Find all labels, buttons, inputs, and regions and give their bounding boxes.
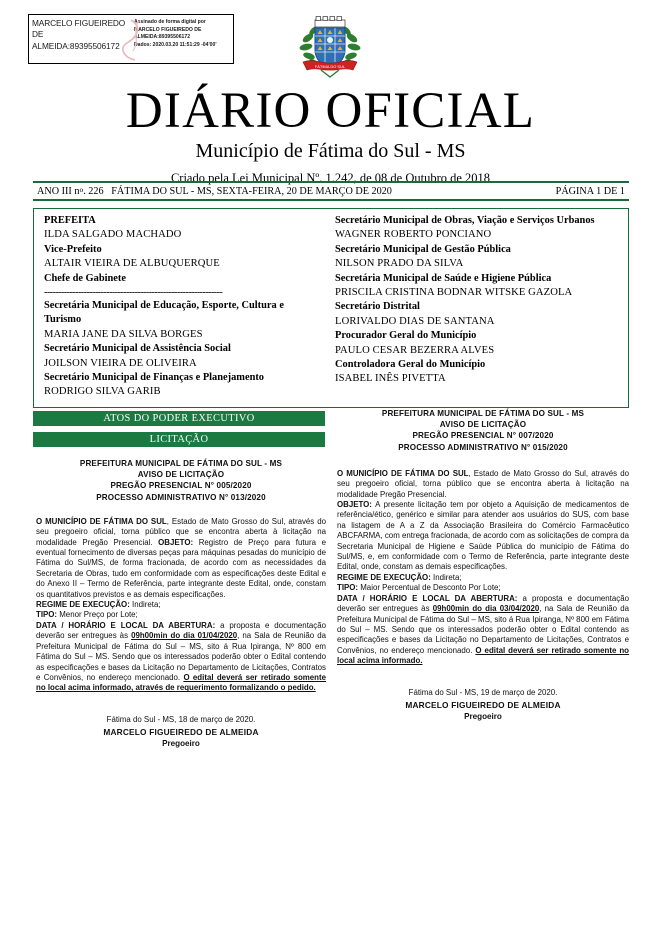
section-banner-bidding: LICITAÇÃO [33,432,325,447]
signature-meta-line-4: Dados: 2020.03.20 11:51:29 -04'00' [134,41,217,48]
notice-right-intro-rest: , Estado de Mato Grosso do Sul, através do seu pregoeiro oficial, torna público que se encontra aberta à licitação na modalidade Pregão Presencial. [337,468,629,499]
notice-left-heading-line-3: PREGÃO PRESENCIAL N° 005/2020 [110,481,252,491]
notice-right-intro-bold: O MUNICÍPIO DE FÁTIMA DO SUL [337,468,469,478]
signature-meta-line-2: MARCELO FIGUEIREDO DE [134,26,202,33]
official-role-right-2: Secretário Municipal de Gestão Pública [335,243,511,255]
notice-right-tipo-text: Maior Percentual de Desconto Por Lote; [358,583,501,593]
page-number: PÁGINA 1 DE 1 [555,185,625,197]
notice-left-tipo-text: Menor Preço por Lote; [57,610,138,620]
notice-left-data [36,621,326,694]
signature-meta-line-3: ALMEIDA:89395506172 [134,34,191,41]
masthead-law-reference: Criado pela Lei Municipal Nº. 1.242, de 08 de Outubro de 2018 [170,171,491,185]
official-name-right-11: ISABEL INÊS PIVETTA [335,373,446,385]
masthead [0,84,661,186]
notice-right-heading-line-3: PREGÃO PRESENCIAL N° 007/2020 [412,431,554,441]
notice-left-regime [36,600,326,610]
issue-place-date: FÁTIMA DO SUL - MS, SEXTA-FEIRA, 20 DE MARÇO DE 2020 [111,186,392,197]
notice-left-data-text-1: a proposta e documentação deverão ser entregues às [36,620,326,641]
notice-right-tipo [337,583,629,593]
digital-signature-box [28,14,234,64]
notice-right-objeto [337,500,629,573]
notice-right-data-label: DATA / HORÁRIO E LOCAL DA ABERTURA: [337,593,518,603]
official-role-left-0: PREFEITA [44,215,96,226]
bidding-notice-007 [337,408,629,723]
issue-info-bar [33,181,629,201]
notice-right-regime-label: REGIME DE EXECUÇÃO: [337,572,431,582]
notice-right-body [337,469,629,667]
notice-left-regime-text: Indireta; [129,600,161,610]
notice-right-data-text-2: , na Sala de Reunião da Prefeitura Municipal de Fátima do Sul – MS, sito á Rua Ipiranga, Nº 800 em Fátima do Sul – MS. Sendo que os interessados poderão obter o Edital contendo as especificações e bases da Licitação no Departamento de Licitações, Contratos e Convênios, no endereço mencionado. [337,604,629,655]
notice-right-signoff-role: Pregoeiro [464,711,502,721]
official-role-left-4: Chefe de Gabinete [44,272,126,284]
official-name-left-3: ALTAIR VIEIRA DE ALBUQUERQUE [44,258,220,270]
official-name-left-9: JOILSON VIEIRA DE OLIVEIRA [44,357,197,369]
notice-left-intro-bold: O MUNICÍPIO DE FÁTIMA DO SUL [36,516,167,526]
official-role-left-8: Secretário Municipal de Assistência Social [44,343,231,355]
notice-left-intro-rest: , Estado de Mato Grosso do Sul, através do seu pregoeiro oficial, torna público que se encontra aberta à licitação na modalidade Pregão Presencial. [36,516,326,547]
notice-left-tipo-label: TIPO: [36,610,58,620]
notice-left-data-text-2: , na Sala de Reunião da Prefeitura Municipal de Fátima do Sul – MS, sito á Rua Ipiranga, Nº 800 em Fátima do Sul – MS. Sendo que os interessados poderão obter o Edital contendo as especificações e bases da Licitação no Departamento de Licitações, Contratos e Convênios, no endereço mencionado. [36,631,326,682]
signature-metadata [132,15,233,63]
official-name-right-7: LORIVALDO DIAS DE SANTANA [335,315,495,327]
notice-right-heading-line-2: AVISO DE LICITAÇÃO [439,420,527,430]
page-title: DIÁRIO OFICIAL [125,83,536,139]
notice-left-data-label: DATA / HORÁRIO E LOCAL DA ABERTURA: [36,620,216,630]
notice-right-paragraph [337,469,629,500]
official-name-left-11: RODRIGO SILVA GARIB [44,386,161,398]
bidding-notice-005 [36,458,326,750]
official-role-left-10: Secretário Municipal de Finanças e Planejamento [44,372,265,384]
official-name-left-1: ILDA SALGADO MACHADO [44,229,182,241]
issue-ordinal-mark: o [79,185,84,194]
notice-left-heading-line-4: PROCESSO ADMINISTRATIVO N° 013/2020 [96,492,266,502]
notice-right-objeto-label: OBJETO: [337,500,372,510]
notice-left-heading-line-2: AVISO DE LICITAÇÃO [137,470,225,480]
official-role-left-2: Vice-Prefeito [44,243,102,255]
notice-right-signoff [337,687,629,723]
notice-left-final-note: O edital deverá ser retirado somente no local acima informado, através de requerimento formalizando o pedido. [36,672,326,693]
official-name-right-3: NILSON PRADO DA SILVA [335,258,464,270]
official-name-right-5: PRISCILA CRISTINA BODNAR WITSKE GAZOLA [335,287,573,299]
notice-left-tipo [36,610,326,620]
issue-number: . 226 [83,186,104,197]
officials-column-left [34,209,325,407]
signature-signer-name: MARCELO FIGUEIREDO DE ALMEIDA:89395506172 [32,18,126,51]
notice-left-body [36,517,326,694]
notice-left-objeto-text: Registro de Preço para futura e eventual fornecimento de diversas peças para máquinas pesadas do município de Fátima do Sul/MS, de forma fracionada, de acordo com as necessidades da Secretaria de Obras, tudo em conformidade com as especificações deste Edital e do Anexo II – Termo de Referência, parte integrante deste Edital, onde, constam os quantitativos previstos e as demais especificações. [36,537,326,599]
notice-left-signoff-role: Pregoeiro [162,738,200,748]
coat-of-arms-icon [299,14,361,82]
official-role-right-10: Controladora Geral do Município [335,359,486,371]
notice-left-signoff-place: Fátima do Sul - MS, 18 de março de 2020. [106,714,256,724]
notice-left-objeto-label: OBJETO: [158,537,194,547]
official-name-right-1: WAGNER ROBERTO PONCIANO [335,229,492,241]
official-role-left-6: Secretária Municipal de Educação, Esporte, Cultura e Turismo [44,300,284,326]
notice-right-signoff-place: Fátima do Sul - MS, 19 de março de 2020. [408,687,558,697]
svg-text:FÁTIMA DO SUL: FÁTIMA DO SUL [314,64,346,69]
notice-right-objeto-text: A presente licitação tem por objeto a Aquisição de medicamentos de referência/ético, genérico e similar para atender aos usuários do SUS, com base na listagem de A a Z da Associação Brasileira do Comércio Farmacêutico ABCFARMA, com entrega fracionada, de acordo com as solicitações de compra da Secretaria Municipal de Higiene e Saúde Pública do município de Fátima do Sul/MS, e, em conformidade com o Termo de Referência, parte integrante deste Edital, onde, constam as demais especificações. [337,500,629,572]
issue-identifier [33,185,392,197]
issue-year-label: ANO III n [37,186,80,197]
section-banner-executive-acts: ATOS DO PODER EXECUTIVO [33,411,325,426]
official-name-right-9: PAULO CESAR BEZERRA ALVES [335,344,495,356]
official-role-right-8: Procurador Geral do Município [335,330,477,342]
notice-left-signoff [36,714,326,750]
masthead-subtitle: Município de Fátima do Sul - MS [195,140,466,162]
official-role-right-0: Secretário Municipal de Obras, Viação e Serviços Urbanos [335,215,595,226]
officials-divider: --------------------------------------------------------------- [44,287,223,299]
notice-right-signoff-name: MARCELO FIGUEIREDO DE ALMEIDA [405,699,561,710]
official-role-right-4: Secretária Municipal de Saúde e Higiene Pública [335,272,552,284]
notice-left-heading-line-1: PREFEITURA MUNICIPAL DE FÁTIMA DO SUL - MS [79,459,283,468]
official-role-right-6: Secretário Distrital [335,301,420,313]
notice-right-data [337,594,629,667]
official-name-left-7: MARIA JANE DA SILVA BORGES [44,328,203,340]
officials-directory [33,208,629,408]
notice-left-heading [36,458,326,503]
notice-left-opening-datetime: 09h00min do dia 01/04/2020 [131,631,238,641]
notice-left-regime-label: REGIME DE EXECUÇÃO: [36,600,130,610]
notice-right-final-note: O edital deverá ser retirado somente no local acima informado. [337,645,629,666]
notice-right-opening-datetime: 09h00min do dia 03/04/2020 [432,604,540,614]
notice-right-regime [337,573,629,583]
notice-right-heading-line-1: PREFEITURA MUNICIPAL DE FÁTIMA DO SUL - MS [381,409,585,418]
officials-column-right [325,209,628,407]
notice-right-heading [337,408,629,453]
notice-left-signoff-name: MARCELO FIGUEIREDO DE ALMEIDA [103,726,259,737]
signature-meta-line-1: Assinado de forma digital por [134,19,206,25]
notice-right-data-text-1: a proposta e documentação deverão ser entregues às [337,593,629,614]
notice-right-tipo-label: TIPO: [337,583,359,593]
notice-right-heading-line-4: PROCESSO ADMINISTRATIVO N° 015/2020 [398,442,568,452]
notice-left-paragraph [36,517,326,600]
notice-right-regime-text: Indireta; [430,572,462,582]
